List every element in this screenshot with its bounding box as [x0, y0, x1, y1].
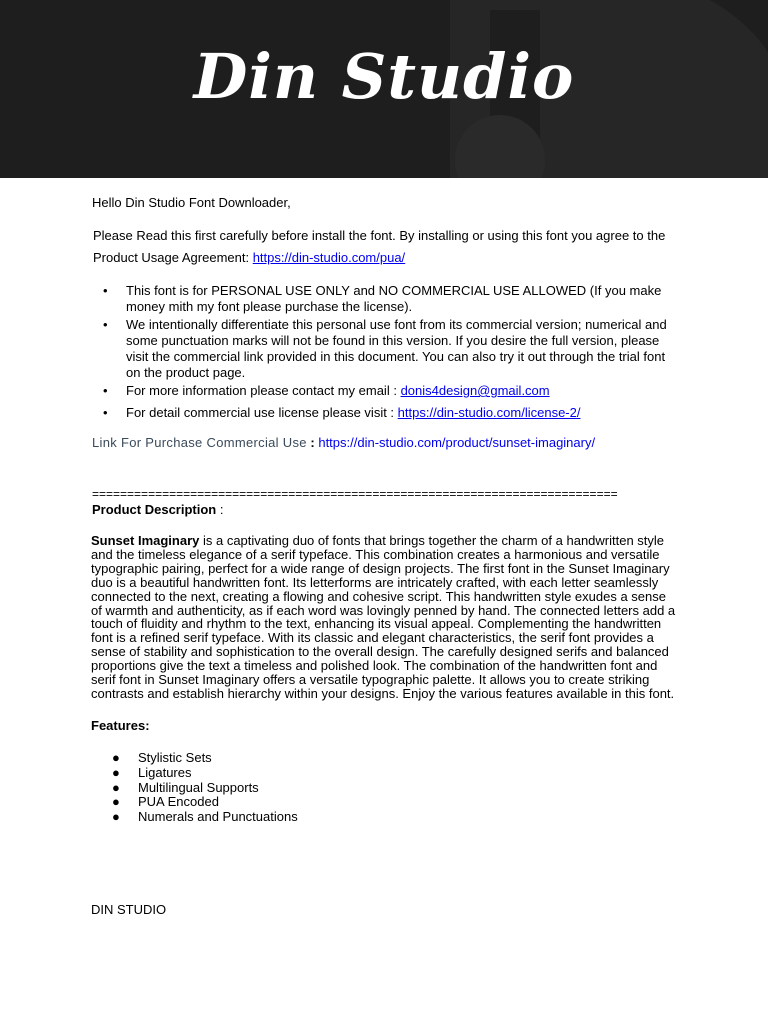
email-link[interactable]: donis4design@gmail.com: [400, 383, 550, 398]
bullet-icon: •: [103, 405, 108, 420]
bullet-icon: •: [103, 283, 108, 298]
features-list: [112, 751, 298, 825]
header-banner: [0, 0, 768, 178]
list-item: • We intentionally differentiate this personal use font from its commercial version; numerical and some punctuation marks will not be found in this version. If you desire the full version, please visit the commercial link provided in this document. You can also try it out through the trial font on the product page.: [103, 317, 667, 380]
bullet-icon: ●: [112, 750, 120, 765]
purchase-line: [92, 435, 595, 450]
bullet-icon: •: [103, 383, 108, 398]
product-description-heading: Product Description :: [92, 502, 224, 517]
product-name: Sunset Imaginary: [91, 533, 200, 548]
greeting: Hello Din Studio Font Downloader,: [92, 195, 291, 210]
pua-link[interactable]: https://din-studio.com/pua/: [252, 250, 406, 265]
purchase-link[interactable]: https://din-studio.com/product/sunset-imaginary/: [318, 435, 596, 450]
list-item: ● Numerals and Punctuations: [112, 809, 298, 825]
features-heading: Features:: [91, 718, 150, 733]
purchase-label: Link For Purchase Commercial Use: [92, 435, 307, 450]
license-link[interactable]: https://din-studio.com/license-2/: [397, 405, 581, 420]
purchase-separator: :: [306, 435, 319, 450]
list-item: ● PUA Encoded: [112, 794, 219, 810]
product-description-text: Sunset Imaginary is a captivating duo of fonts that brings together the charm of a handwritten style and the timeless elegance of a serif typeface. This combination creates a harmonious and versatile typographic pairing, perfect for a wide range of design projects. The first font in the Sunset Imaginary duo is a beautiful handwritten font. Its letterforms are intricately crafted, with each letter seamlessly connected to the next, creating a flowing and cohesive script. This handwritten style exudes a sense of warmth and authenticity, as if each word was lovingly penned by hand. The connected letters add a touch of fluidity and rhythm to the text, enhancing its visual appeal. Complementing the handwritten font is a refined serif typeface. With its classic and elegant characteristics, the serif font provides a sense of stability and sophistication to the overall design. The carefully designed serifs and balanced proportions give the text a timeless and polished look. The combination of the handwritten font and serif font in Sunset Imaginary offers a versatile typographic palette. It allows you to create striking contrasts and establish hierarchy within your designs. Enjoy the various features available in this font.: [91, 533, 676, 701]
bullet-list: [100, 283, 670, 421]
bullet-icon: ●: [112, 764, 120, 780]
bullet-icon: •: [103, 317, 108, 332]
separator-line: ===========================================================================: [92, 487, 618, 501]
list-item: ● Stylistic Sets: [112, 750, 212, 765]
list-item: ● Multilingual Supports: [112, 779, 259, 795]
bullet-icon: ●: [112, 794, 120, 810]
bullet-icon: ●: [112, 809, 120, 825]
list-item: • For more information please contact my email : donis4design@gmail.com: [103, 383, 550, 398]
footer-brand: DIN STUDIO: [91, 902, 167, 917]
intro-paragraph: [93, 225, 673, 269]
list-item: ● Ligatures: [112, 764, 192, 780]
logo: Din Studio: [193, 40, 575, 113]
bullet-icon: ●: [112, 779, 120, 795]
list-item: • For detail commercial use license please visit : https://din-studio.com/license-2/: [103, 405, 581, 420]
list-item: • This font is for PERSONAL USE ONLY and NO COMMERCIAL USE ALLOWED (If you make money mith my font please purchase the license).: [103, 283, 662, 314]
intro-text: Please Read this first carefully before install the font. By installing or using this font you agree to the Product Usage Agreement:: [93, 228, 666, 265]
